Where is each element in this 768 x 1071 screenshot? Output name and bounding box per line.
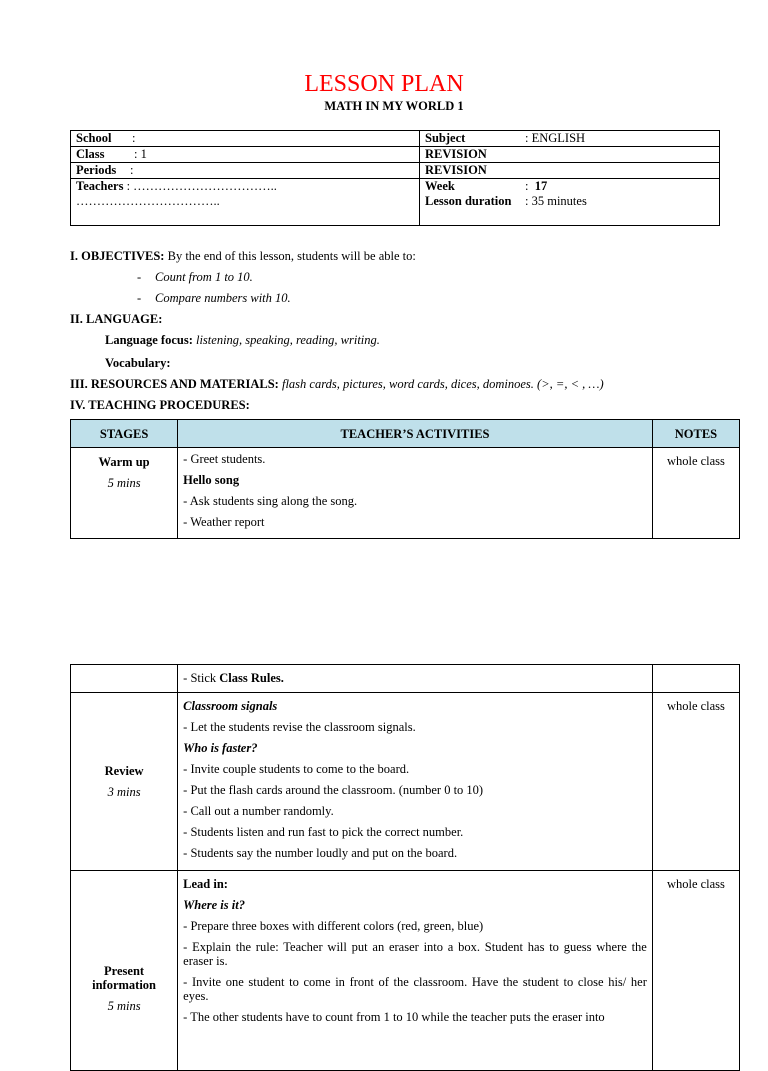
activity-line: Classroom signals <box>183 699 278 713</box>
periods-value: : <box>130 163 134 177</box>
activity-line: Hello song <box>183 473 240 487</box>
periods-label: Periods <box>76 163 117 177</box>
activity-line: - Invite couple students to come to the board. <box>183 762 410 776</box>
resources-heading: III. RESOURCES AND MATERIALS: <box>70 377 279 391</box>
subject-label: Subject <box>425 131 466 145</box>
subject-value: : ENGLISH <box>525 131 586 145</box>
week-cell <box>420 179 720 226</box>
notes-cell: whole class <box>652 871 739 1071</box>
activity-line: - Greet students. <box>183 452 266 466</box>
activities-cell <box>178 448 653 539</box>
teachers-label: Teachers <box>76 179 124 193</box>
activity-line: - Invite one student to come in front of the classroom. Have the student to close his/ her eyes. <box>183 975 647 1003</box>
resources-line <box>70 376 604 392</box>
week-value: 17 <box>534 179 548 193</box>
activity-line: - Weather report <box>183 515 265 529</box>
stage-time: 5 mins <box>107 999 141 1013</box>
activity-line: Lead in: <box>183 877 228 891</box>
activity-line: - Students say the number loudly and put on the board. <box>183 846 458 860</box>
activity-line <box>183 665 647 688</box>
teachers-value-line2: …………………………….. <box>76 194 220 208</box>
notes-cell <box>652 665 739 693</box>
activity-line: - Put the flash cards around the classroom. (number 0 to 10) <box>183 783 484 797</box>
class-label: Class <box>76 147 105 161</box>
activity-line: - Call out a number randomly. <box>183 804 334 818</box>
page-title: LESSON PLAN <box>304 71 464 97</box>
objective-text: Compare numbers with 10. <box>155 291 291 305</box>
revision-cell-2: REVISION <box>420 163 720 179</box>
stage-cell <box>71 448 178 539</box>
school-value: : <box>132 131 136 145</box>
page-subtitle: MATH IN MY WORLD 1 <box>324 99 464 113</box>
notes-cell: whole class <box>652 448 739 539</box>
stage-cell <box>71 871 178 1071</box>
school-cell <box>71 131 420 147</box>
objectives-intro: By the end of this lesson, students will be able to: <box>167 249 416 263</box>
activity-line: Who is faster? <box>183 741 258 755</box>
duration-value: : 35 minutes <box>525 194 587 208</box>
header-stages: STAGES <box>71 420 178 448</box>
stage-name: Warm up <box>98 455 150 469</box>
activity-line: - Let the students revise the classroom signals. <box>183 720 416 734</box>
language-heading: II. LANGUAGE: <box>70 312 163 326</box>
activities-cell <box>178 871 653 1071</box>
activity-line: - Ask students sing along the song. <box>183 494 358 508</box>
objectives-line <box>70 248 416 264</box>
procedures-table-continued <box>70 664 740 1071</box>
stage-cell <box>71 665 178 693</box>
language-focus-label: Language focus: <box>105 333 193 347</box>
language-focus-line <box>105 332 380 348</box>
objectives-heading: I. OBJECTIVES: <box>70 249 165 263</box>
table-row <box>71 448 740 539</box>
activity-prefix: - Stick <box>183 671 220 685</box>
school-label: School <box>76 131 112 145</box>
stage-name: Review <box>104 764 144 778</box>
table-header-row <box>71 420 740 448</box>
activity-line: - Prepare three boxes with different colors (red, green, blue) <box>183 919 484 933</box>
language-focus-value: listening, speaking, reading, writing. <box>195 333 380 347</box>
notes-cell: whole class <box>652 693 739 871</box>
stage-name: Present information <box>92 964 157 992</box>
week-sep: : <box>525 179 529 193</box>
subject-cell <box>420 131 720 147</box>
stage-cell <box>71 693 178 871</box>
class-value: : 1 <box>134 147 147 161</box>
activity-line: - Explain the rule: Teacher will put an eraser into a box. Student has to guess where the eraser is. <box>183 940 647 968</box>
stage-time: 3 mins <box>107 785 141 799</box>
teachers-value: : …………………………….. <box>126 179 277 193</box>
header-activities: TEACHER’S ACTIVITIES <box>178 420 653 448</box>
week-label: Week <box>425 179 455 193</box>
activity-line: - Students listen and run fast to pick the correct number. <box>183 825 464 839</box>
objective-text: Count from 1 to 10. <box>155 270 253 284</box>
vocabulary-label: Vocabulary: <box>105 356 171 370</box>
table-row <box>71 693 740 871</box>
procedures-heading: IV. TEACHING PROCEDURES: <box>70 398 250 412</box>
duration-label: Lesson duration <box>425 194 512 208</box>
stage-time: 5 mins <box>107 476 141 490</box>
activity-line: - The other students have to count from 1 to 10 while the teacher puts the eraser into <box>183 1010 605 1024</box>
activities-cell <box>178 665 653 693</box>
teachers-cell <box>71 179 420 226</box>
activities-cell <box>178 693 653 871</box>
periods-cell <box>71 163 420 179</box>
info-table <box>70 130 720 226</box>
table-row <box>71 871 740 1071</box>
table-row <box>71 665 740 693</box>
resources-value: flash cards, pictures, word cards, dices, dominoes. (>, =, < , …) <box>281 377 604 391</box>
procedures-table <box>70 419 740 539</box>
activity-bold: Class Rules. <box>219 671 284 685</box>
revision-cell-1: REVISION <box>420 147 720 163</box>
header-notes: NOTES <box>652 420 739 448</box>
class-cell <box>71 147 420 163</box>
activity-line: Where is it? <box>183 898 245 912</box>
